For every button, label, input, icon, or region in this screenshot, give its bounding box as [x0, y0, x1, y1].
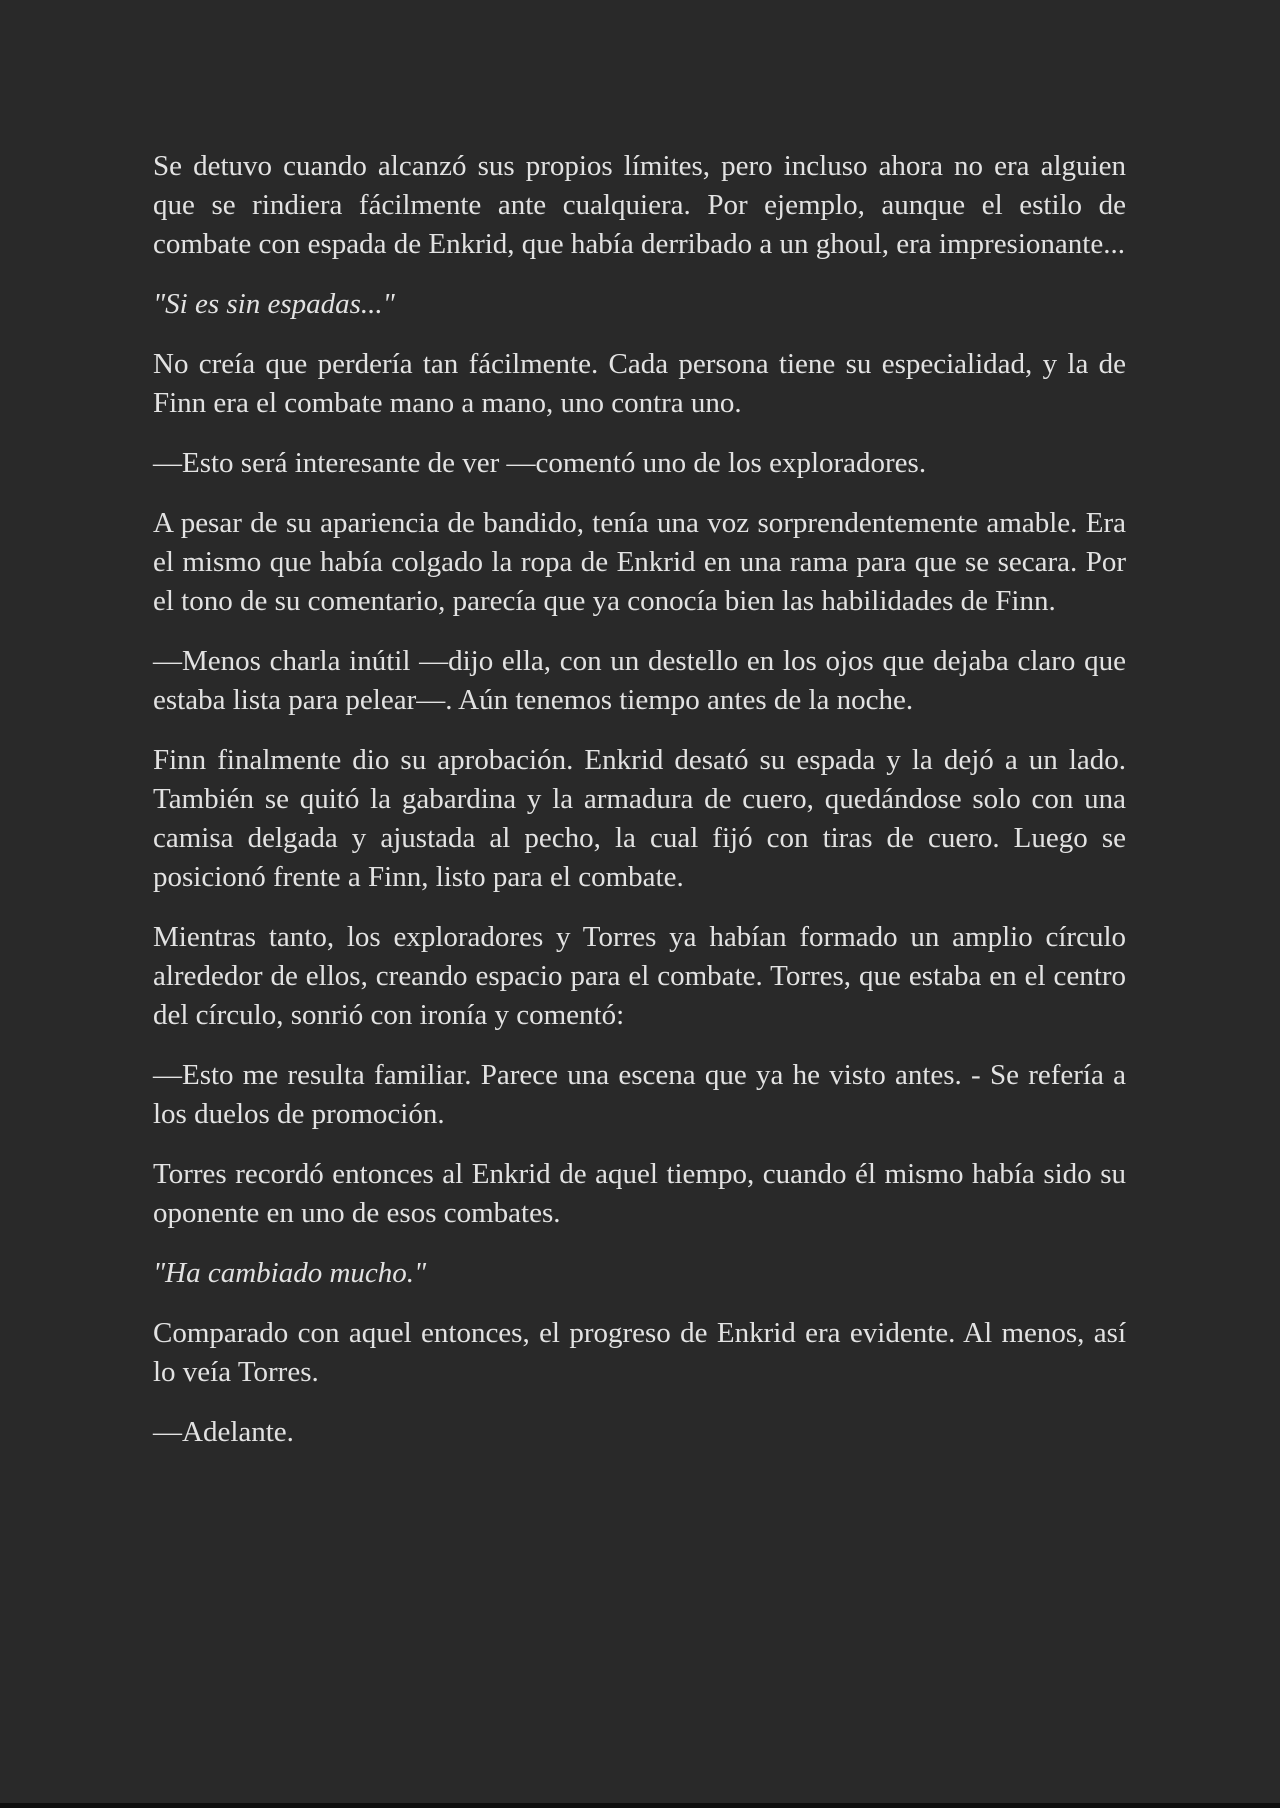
paragraph-13-dialogue: —Adelante. — [153, 1416, 294, 1448]
paragraph-4-dialogue: —Esto será interesante de ver —comentó uno de los exploradores. — [153, 447, 927, 479]
paragraph-10: Torres recordó entonces al Enkrid de aquel tiempo, cuando él mismo había sido su oponente en uno de esos combates. — [153, 1158, 1126, 1229]
paragraph-12: Comparado con aquel entonces, el progreso de Enkrid era evidente. Al menos, así lo veía Torres. — [153, 1317, 1126, 1388]
paragraph-1: Se detuvo cuando alcanzó sus propios límites, pero incluso ahora no era alguien que se rindiera fácilmente ante cualquiera. Por ejemplo, aunque el estilo de combate con espada de Enkrid, que había derribado a un ghoul, era impresionante... — [153, 150, 1126, 260]
paragraph-6-dialogue: —Menos charla inútil —dijo ella, con un destello en los ojos que dejaba claro que estaba lista para pelear—. Aún tenemos tiempo antes de la noche. — [153, 645, 1126, 716]
paragraph-3: No creía que perdería tan fácilmente. Cada persona tiene su especialidad, y la de Finn era el combate mano a mano, uno contra uno. — [153, 348, 1126, 419]
paragraph-2-inner-thought: "Si es sin espadas..." — [153, 288, 395, 320]
bottom-edge-bar — [0, 1803, 1280, 1808]
paragraph-8: Mientras tanto, los exploradores y Torres ya habían formado un amplio círculo alrededor de ellos, creando espacio para el combate. Torres, que estaba en el centro del círculo, sonrió con ironía y comentó: — [153, 921, 1126, 1031]
paragraph-9-dialogue: —Esto me resulta familiar. Parece una escena que ya he visto antes. - Se refería a los duelos de promoción. — [153, 1059, 1126, 1130]
paragraph-11-inner-thought: "Ha cambiado mucho." — [153, 1257, 427, 1289]
paragraph-7: Finn finalmente dio su aprobación. Enkrid desató su espada y la dejó a un lado. También se quitó la gabardina y la armadura de cuero, quedándose solo con una camisa delgada y ajustada al pecho, la cual fijó con tiras de cuero. Luego se posicionó frente a Finn, listo para el combate. — [153, 744, 1126, 893]
paragraph-5: A pesar de su apariencia de bandido, tenía una voz sorprendentemente amable. Era el mismo que había colgado la ropa de Enkrid en una rama para que se secara. Por el tono de su comentario, parecía que ya conocía bien las habilidades de Finn. — [153, 507, 1126, 617]
